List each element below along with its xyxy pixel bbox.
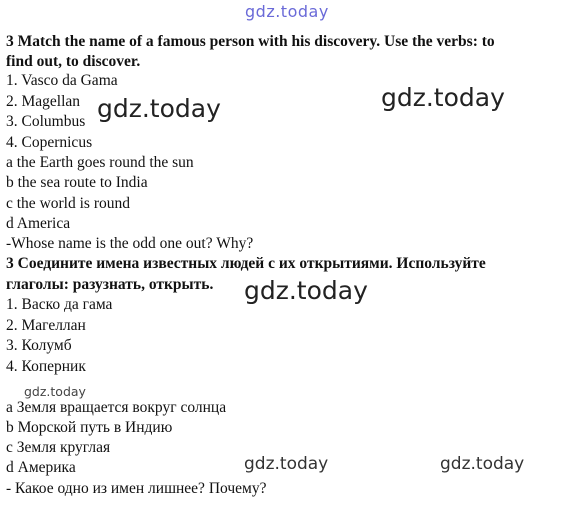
russian-instruction-line-1: 3 Соедините имена известных людей с их открытиями. Используйте	[6, 255, 486, 272]
english-discovery-item: c the world is round	[6, 195, 130, 212]
english-person-item: 4. Copernicus	[6, 134, 93, 151]
english-person-item: 1. Vasco da Gama	[6, 72, 118, 89]
russian-person-item: 4. Коперник	[6, 358, 86, 375]
russian-discovery-item: c Земля круглая	[6, 439, 111, 456]
watermark-bottom: gdz.today	[244, 454, 329, 474]
russian-person-item: 1. Васко да гама	[6, 296, 113, 313]
watermark-bottom: gdz.today	[440, 454, 525, 474]
english-instruction-line-2: find out, to discover.	[6, 53, 141, 70]
russian-person-item: 3. Колумб	[6, 337, 72, 354]
russian-discovery-item: d Америка	[6, 459, 76, 476]
watermark-large: gdz.today	[244, 276, 368, 305]
russian-instruction-line-2: глаголы: разузнать, открыть.	[6, 276, 214, 293]
russian-discovery-item: a Земля вращается вокруг солнца	[6, 399, 227, 416]
russian-question: - Какое одно из имен лишнее? Почему?	[6, 480, 267, 497]
watermark-small: gdz.today	[24, 384, 86, 399]
english-question: -Whose name is the odd one out? Why?	[6, 235, 254, 252]
watermark-large: gdz.today	[97, 94, 221, 123]
english-person-item: 3. Columbus	[6, 113, 86, 130]
english-discovery-item: d America	[6, 215, 71, 232]
watermark-large: gdz.today	[381, 83, 505, 112]
russian-person-item: 2. Магеллан	[6, 317, 86, 334]
english-instruction-line-1: 3 Match the name of a famous person with his discovery. Use the verbs: to	[6, 33, 495, 50]
english-person-item: 2. Magellan	[6, 93, 81, 110]
header-watermark: gdz.today	[245, 2, 329, 21]
english-discovery-item: b the sea route to India	[6, 174, 148, 191]
russian-discovery-item: b Морской путь в Индию	[6, 419, 173, 436]
english-discovery-item: a the Earth goes round the sun	[6, 154, 194, 171]
